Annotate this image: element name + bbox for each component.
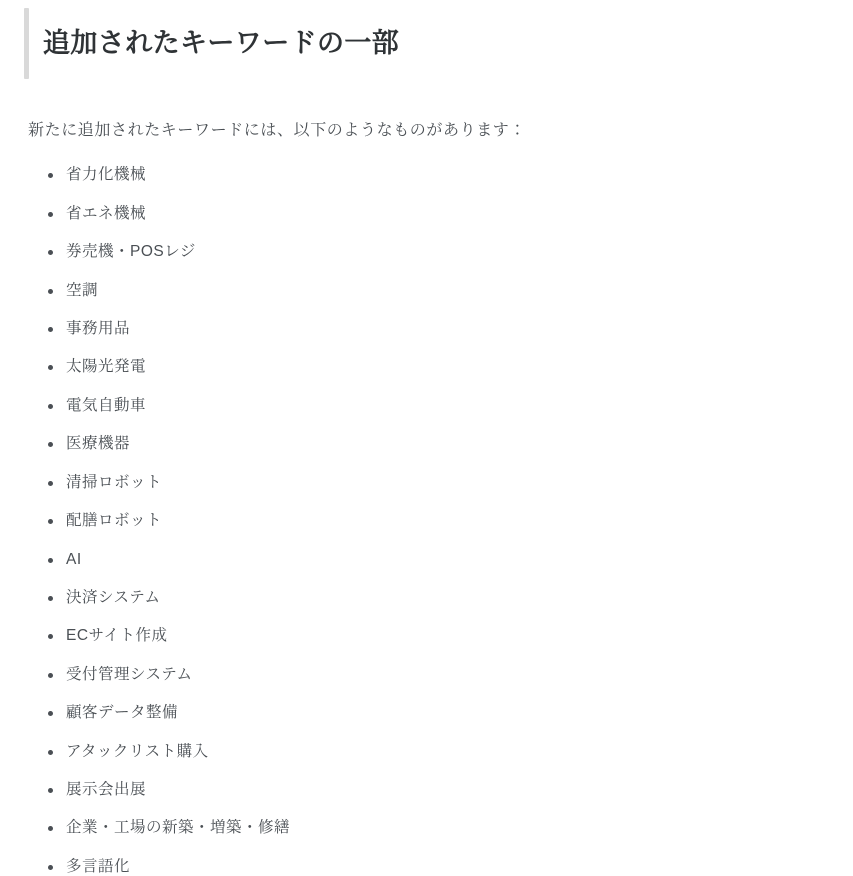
list-item: 企業・工場の新築・増築・修繕: [34, 819, 829, 837]
list-item: アタックリスト購入: [34, 743, 829, 761]
list-item: 省力化機械: [34, 166, 829, 184]
list-item: AI: [34, 551, 829, 569]
list-item: 電気自動車: [34, 397, 829, 415]
list-item: 空調: [34, 282, 829, 300]
list-item: 顧客データ整備: [34, 704, 829, 722]
keyword-list: [24, 166, 829, 875]
list-item: 展示会出展: [34, 781, 829, 799]
list-item: 省エネ機械: [34, 205, 829, 223]
list-item: 受付管理システム: [34, 666, 829, 684]
list-item: 配膳ロボット: [34, 512, 829, 530]
list-item: 多言語化: [34, 858, 829, 876]
list-item: 決済システム: [34, 589, 829, 607]
list-item: 医療機器: [34, 435, 829, 453]
page-title: [24, 0, 829, 89]
list-item: 清掃ロボット: [34, 474, 829, 492]
heading-text: 追加されたキーワードの一部: [43, 28, 400, 59]
intro-paragraph: 新たに追加されたキーワードには、以下のようなものがあります：: [28, 122, 527, 140]
list-item: ECサイト作成: [34, 627, 829, 645]
list-item: 事務用品: [34, 320, 829, 338]
list-item: 太陽光発電: [34, 358, 829, 376]
heading-accent-bar: [24, 8, 29, 79]
list-item: 券売機・POSレジ: [34, 243, 829, 261]
